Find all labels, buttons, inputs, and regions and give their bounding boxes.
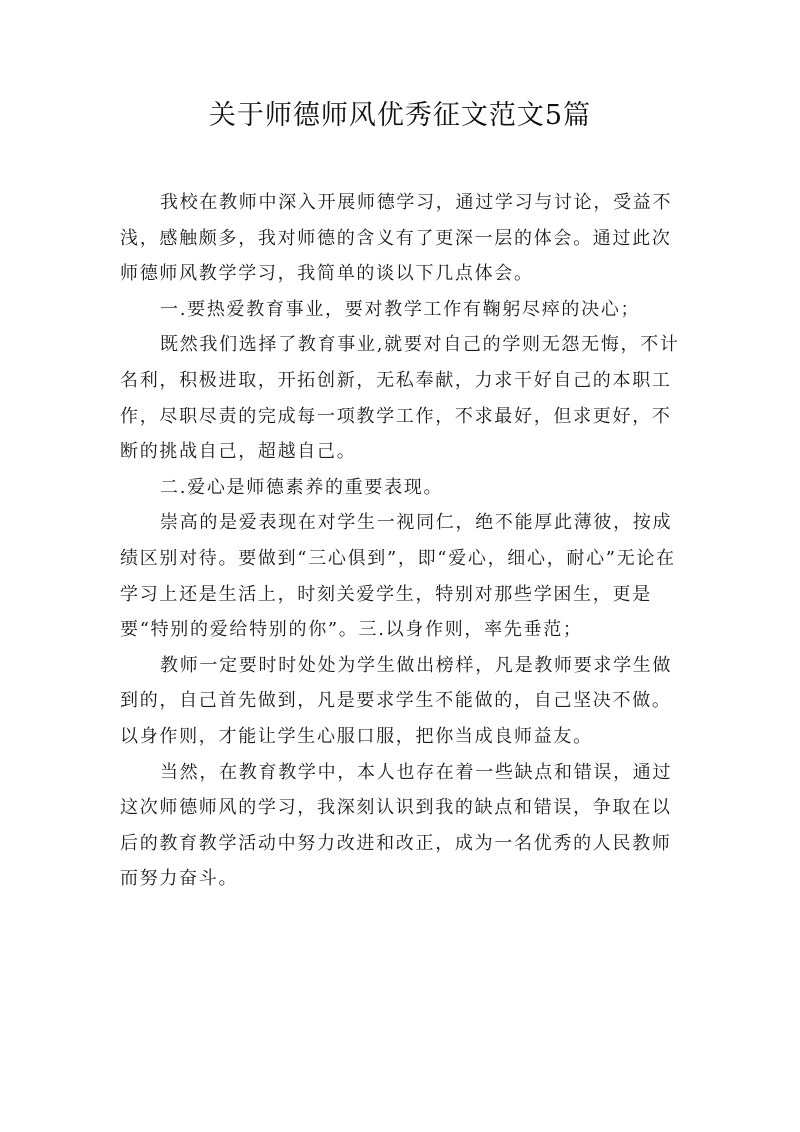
paragraph-body-2: 崇高的是爱表现在对学生一视同仁，绝不能厚此薄彼，按成绩区别对待。要做到“三心俱到”，即“爱心，细心，耐心”无论在学习上还是生活上，时刻关爱学生，特别对那些学困生，更是要“特别的爱给特别的你”。三.以身作则，率先垂范； bbox=[120, 512, 676, 641]
paragraph-body-3: 教师一定要时时处处为学生做出榜样，凡是教师要求学生做到的，自己首先做到，凡是要求学生不能做的，自己坚决不做。以身作则，才能让学生心服口服，把你当成良师益友。 bbox=[120, 654, 673, 747]
paragraph-body-1: 既然我们选择了教育事业,就要对自己的学则无怨无悔，不计名利，积极进取，开拓创新，无私奉献，力求干好自己的本职工作，尽职尽责的完成每一项教学工作，不求最好，但求更好，不断的挑战自己，超越自己。 bbox=[120, 334, 680, 463]
page-title: 关于师德师风优秀征文范文5篇 bbox=[208, 100, 592, 131]
paragraph-intro: 我校在教师中深入开展师德学习，通过学习与讨论，受益不浅，感触颇多，我对师德的含义有了更深一层的体会。通过此次师德师风教学学习，我简单的谈以下几点体会。 bbox=[120, 192, 673, 285]
article-body bbox=[120, 185, 690, 897]
paragraph-heading-2: 二.爱心是师德素养的重要表现。 bbox=[160, 476, 444, 498]
paragraph-heading-1: 一.要热爱教育事业，要对教学工作有鞠躬尽瘁的决心； bbox=[160, 298, 641, 320]
paragraph-conclusion: 当然，在教育教学中，本人也存在着一些缺点和错误，通过这次师德师风的学习，我深刻认识到我的缺点和错误，争取在以后的教育教学活动中努力改进和改正，成为一名优秀的人民教师而努力奋斗。 bbox=[120, 761, 673, 890]
